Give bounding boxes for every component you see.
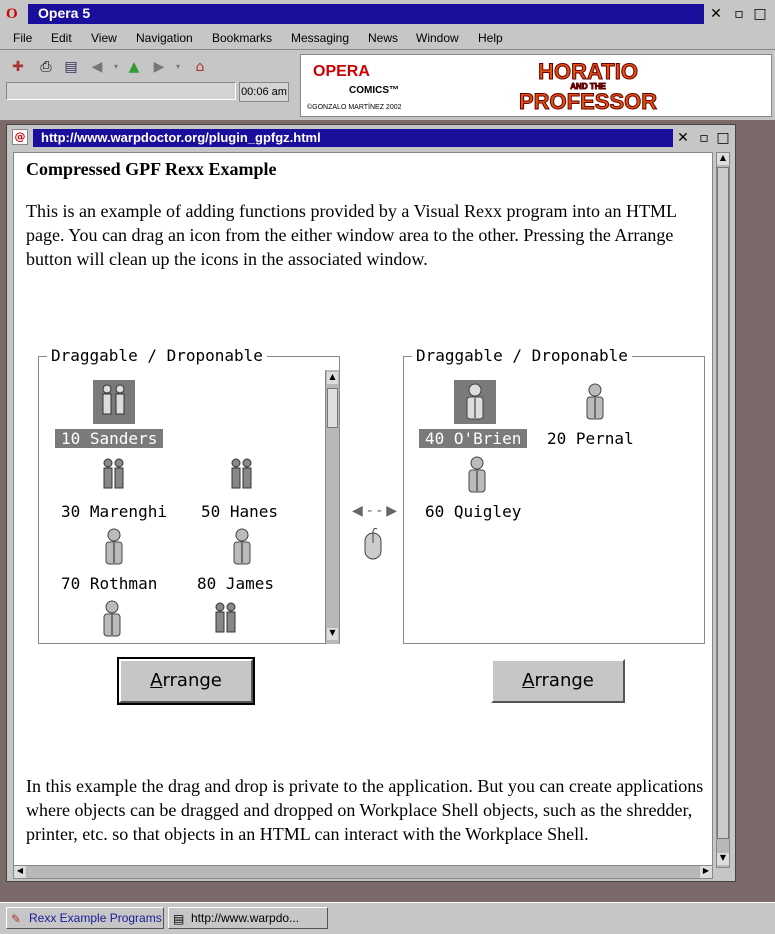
progress-field [6, 82, 236, 100]
forward-icon[interactable]: ▶ [153, 59, 165, 75]
print-icon[interactable]: ⎙ [40, 59, 52, 75]
menu-window[interactable]: Window [416, 31, 459, 45]
doc-minimize-icon[interactable]: ▫ [699, 130, 709, 146]
person-icon[interactable] [456, 453, 498, 497]
maximize-icon[interactable]: □ [753, 6, 767, 22]
scroll-thumb[interactable] [327, 388, 338, 428]
person-icon[interactable] [574, 380, 616, 424]
menu-bar [0, 28, 775, 50]
doc-maximize-icon[interactable]: □ [716, 130, 730, 146]
title-bar-strip[interactable] [28, 4, 704, 24]
task-opera-page[interactable] [168, 907, 328, 929]
intro-paragraph: This is an example of adding functions provided by a Visual Rexx program into an HTML page. You can drag an icon from the either window area to the other. Pressing the Arrange button will clean up the icons in the associated window. [26, 201, 677, 269]
list-item[interactable]: 20 Pernal [547, 429, 634, 448]
list-item[interactable]: 40 O'Brien [419, 429, 527, 448]
menu-bookmarks[interactable]: Bookmarks [212, 31, 273, 45]
person-icon[interactable] [91, 597, 133, 641]
task-label: Rexx Example Programs [29, 911, 162, 925]
left-drop-container[interactable] [38, 346, 340, 644]
menu-help[interactable]: Help [478, 31, 503, 45]
horatio-logo [519, 61, 657, 113]
outro-paragraph: In this example the drag and drop is private to the application. But you can create applications where objects can be dragged and dropped on Workplace Shell objects, such as the shredder, printer, etc. so that objects in an HTML can interact with the Workplace Shell. [26, 776, 704, 844]
folder-icon: ✎ [11, 912, 22, 926]
scroll-right-icon[interactable]: ▶ [700, 866, 712, 878]
scroll-up-icon[interactable]: ▲ [717, 153, 729, 165]
panels-icon[interactable]: ▤ [64, 59, 78, 75]
doc-close-icon[interactable]: ✕ [677, 130, 689, 146]
page-heading: Compressed GPF Rexx Example [26, 159, 277, 179]
left-arrange-button[interactable]: Arrange [119, 659, 253, 703]
left-container-scrollbar[interactable] [325, 370, 339, 644]
task-label: http://www.warpdo... [191, 911, 300, 925]
banner-credit: ©GONZALO MARTÍNEZ 2002 [307, 104, 402, 111]
menu-view[interactable]: View [91, 31, 117, 45]
close-icon[interactable]: ✕ [710, 6, 722, 22]
comics-logo-text: COMICS™ [349, 85, 399, 96]
clock: 00:06 am [239, 82, 289, 102]
menu-navigation[interactable]: Navigation [136, 31, 193, 45]
menu-edit[interactable]: Edit [51, 31, 72, 45]
list-item[interactable]: 80 James [197, 574, 275, 593]
people-group-icon[interactable] [93, 380, 135, 424]
back-history-icon[interactable]: ▾ [113, 62, 118, 71]
horatio-line3: PROFESSOR [519, 89, 658, 114]
person-icon[interactable] [93, 525, 135, 569]
title-bar [0, 0, 775, 30]
back-icon[interactable]: ◀ [91, 59, 103, 75]
list-item[interactable]: 30 Marenghi [61, 502, 167, 521]
home-icon[interactable]: ⌂ [195, 59, 205, 75]
document-window [6, 124, 736, 882]
list-item[interactable]: 50 Hanes [201, 502, 279, 521]
list-item[interactable]: 60 Quigley [425, 502, 522, 521]
list-item[interactable]: 70 Rothman [61, 574, 158, 593]
left-arrange-label: rrange [162, 670, 222, 691]
right-group-label: Draggable / Droponable [412, 346, 632, 365]
taskbar [0, 902, 775, 934]
task-rexx-examples[interactable] [6, 907, 164, 929]
scroll-down-icon[interactable]: ▼ [327, 628, 338, 640]
right-drop-container[interactable] [403, 346, 705, 644]
page-horizontal-scrollbar[interactable] [13, 865, 713, 879]
scroll-up-icon[interactable]: ▲ [327, 372, 338, 384]
people-group-icon[interactable] [93, 453, 135, 497]
window-title: Opera 5 [38, 5, 91, 21]
menu-file[interactable]: File [13, 31, 33, 45]
ad-banner[interactable] [300, 54, 772, 117]
drag-arrows-icon: ◀ - - ▶ [352, 503, 397, 519]
opera-logo-text: OPERA [313, 63, 370, 80]
new-page-icon[interactable]: ✚ [12, 59, 24, 75]
page-content [13, 152, 713, 868]
scroll-down-icon[interactable]: ▼ [717, 853, 729, 865]
document-url-title[interactable]: http://www.warpdoctor.org/plugin_gpfgz.html [33, 129, 673, 147]
mouse-icon [362, 527, 384, 567]
right-arrange-label: rrange [534, 670, 594, 691]
people-group-icon[interactable] [221, 453, 263, 497]
menu-messaging[interactable]: Messaging [291, 31, 350, 45]
minimize-icon[interactable]: ▫ [734, 6, 744, 22]
list-item[interactable]: 10 Sanders [55, 429, 163, 448]
page-vertical-scrollbar[interactable] [716, 152, 730, 868]
forward-history-icon[interactable]: ▾ [175, 62, 180, 71]
person-icon[interactable] [454, 380, 496, 424]
document-icon[interactable]: @ [12, 129, 28, 145]
scroll-left-icon[interactable]: ◀ [14, 866, 26, 878]
horatio-line1: HORATIO [538, 59, 638, 84]
reload-icon[interactable]: ▲ [128, 59, 140, 75]
person-icon[interactable] [221, 525, 263, 569]
opera-app-icon[interactable]: O [6, 6, 18, 22]
left-group-label: Draggable / Droponable [47, 346, 267, 365]
menu-news[interactable]: News [368, 31, 399, 45]
document-icon: ▤ [173, 912, 185, 926]
horatio-line2: AND THE [570, 82, 606, 91]
people-group-icon[interactable] [205, 597, 247, 641]
scroll-thumb[interactable] [717, 167, 729, 839]
right-arrange-button[interactable]: Arrange [491, 659, 625, 703]
